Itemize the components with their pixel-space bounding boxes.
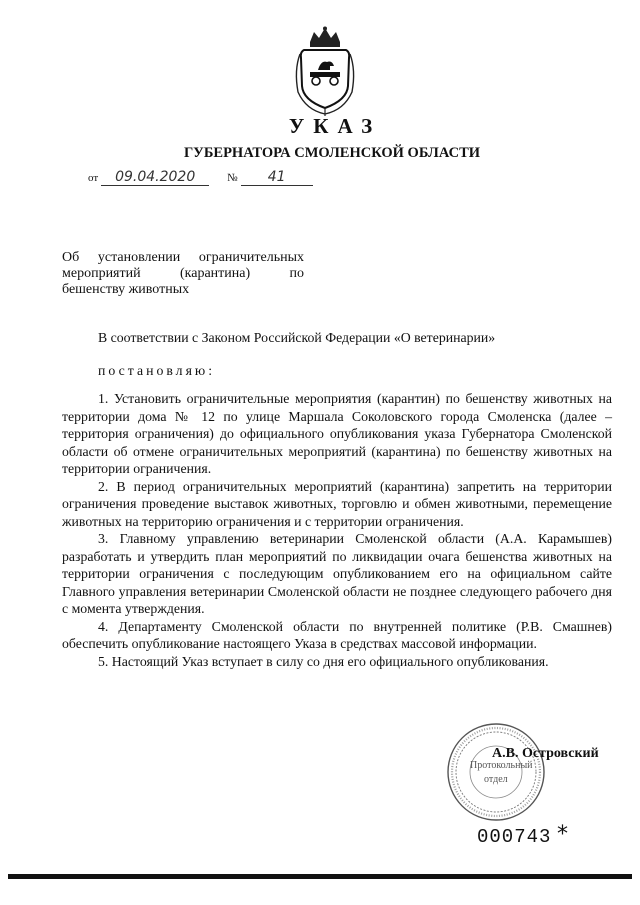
decree-paragraph: 5. Настоящий Указ вступает в силу со дня его официального опубликования. bbox=[98, 653, 549, 669]
decree-subject bbox=[62, 250, 304, 298]
date-from-label: от bbox=[88, 172, 99, 184]
decree-paragraphs bbox=[62, 390, 612, 670]
document-registry-number: 000743 bbox=[477, 826, 552, 848]
decree-paragraph: 1. Установить ограничительные мероприятия (карантин) по бешенству животных на территории дома № 12 по улице Маршала Соколовского города Смоленска (далее – территория ограничения) до официального опубликования указа Губернатора Смоленской области об отмене ограничительных мероприятий (карантина) по бешенству животных на территории ограничения. bbox=[62, 391, 612, 476]
document-title: УКАЗ bbox=[288, 114, 382, 138]
signatory-name: А.В. Островский bbox=[492, 746, 599, 761]
date-number-line bbox=[88, 170, 313, 186]
legal-basis-text: В соответствии с Законом Российской Федерации «О ветеринарии» bbox=[98, 330, 496, 345]
official-round-stamp bbox=[428, 716, 560, 824]
decree-paragraph: 3. Главному управлению ветеринарии Смоленской области (А.А. Карамышев) разработать и утвердить план мероприятий по ликвидации очага бешенства животных на территории ограничения с последующим опубликованием его на официальном сайте Главного управления ветеринарии Смоленской области не позднее следующего рабочего дня с момента утверждения. bbox=[62, 531, 612, 616]
number-label: № bbox=[227, 172, 238, 184]
bottom-border-line bbox=[8, 874, 632, 879]
decree-date: 09.04.2020 bbox=[101, 170, 209, 186]
issuer-subtitle: ГУБЕРНАТОРА СМОЛЕНСКОЙ ОБЛАСТИ bbox=[183, 145, 481, 161]
decree-paragraph: 2. В период ограничительных мероприятий (карантина) запретить на территории ограничения проведение выставок животных, торговлю и обмен животными, перемещение животных на территорию ограничения и с территории ограничения. bbox=[62, 478, 612, 529]
decree-word: постановляю: bbox=[98, 363, 216, 378]
registry-asterisk: * bbox=[557, 822, 568, 847]
subject-line: бешенству животных bbox=[62, 282, 190, 297]
smolensk-coat-of-arms-emblem bbox=[292, 26, 358, 118]
subject-line: мероприятий (карантина) по bbox=[62, 266, 304, 281]
stamp-text: отдел bbox=[484, 774, 508, 785]
decree-paragraph: 4. Департаменту Смоленской области по внутренней политике (Р.В. Смашнев) обеспечить опубликование настоящего Указа в средствах массовой информации. bbox=[62, 618, 612, 651]
decree-number: 41 bbox=[241, 170, 313, 186]
stamp-text: Протокольный bbox=[470, 760, 533, 771]
subject-line: Об установлении ограничительных bbox=[62, 250, 304, 265]
